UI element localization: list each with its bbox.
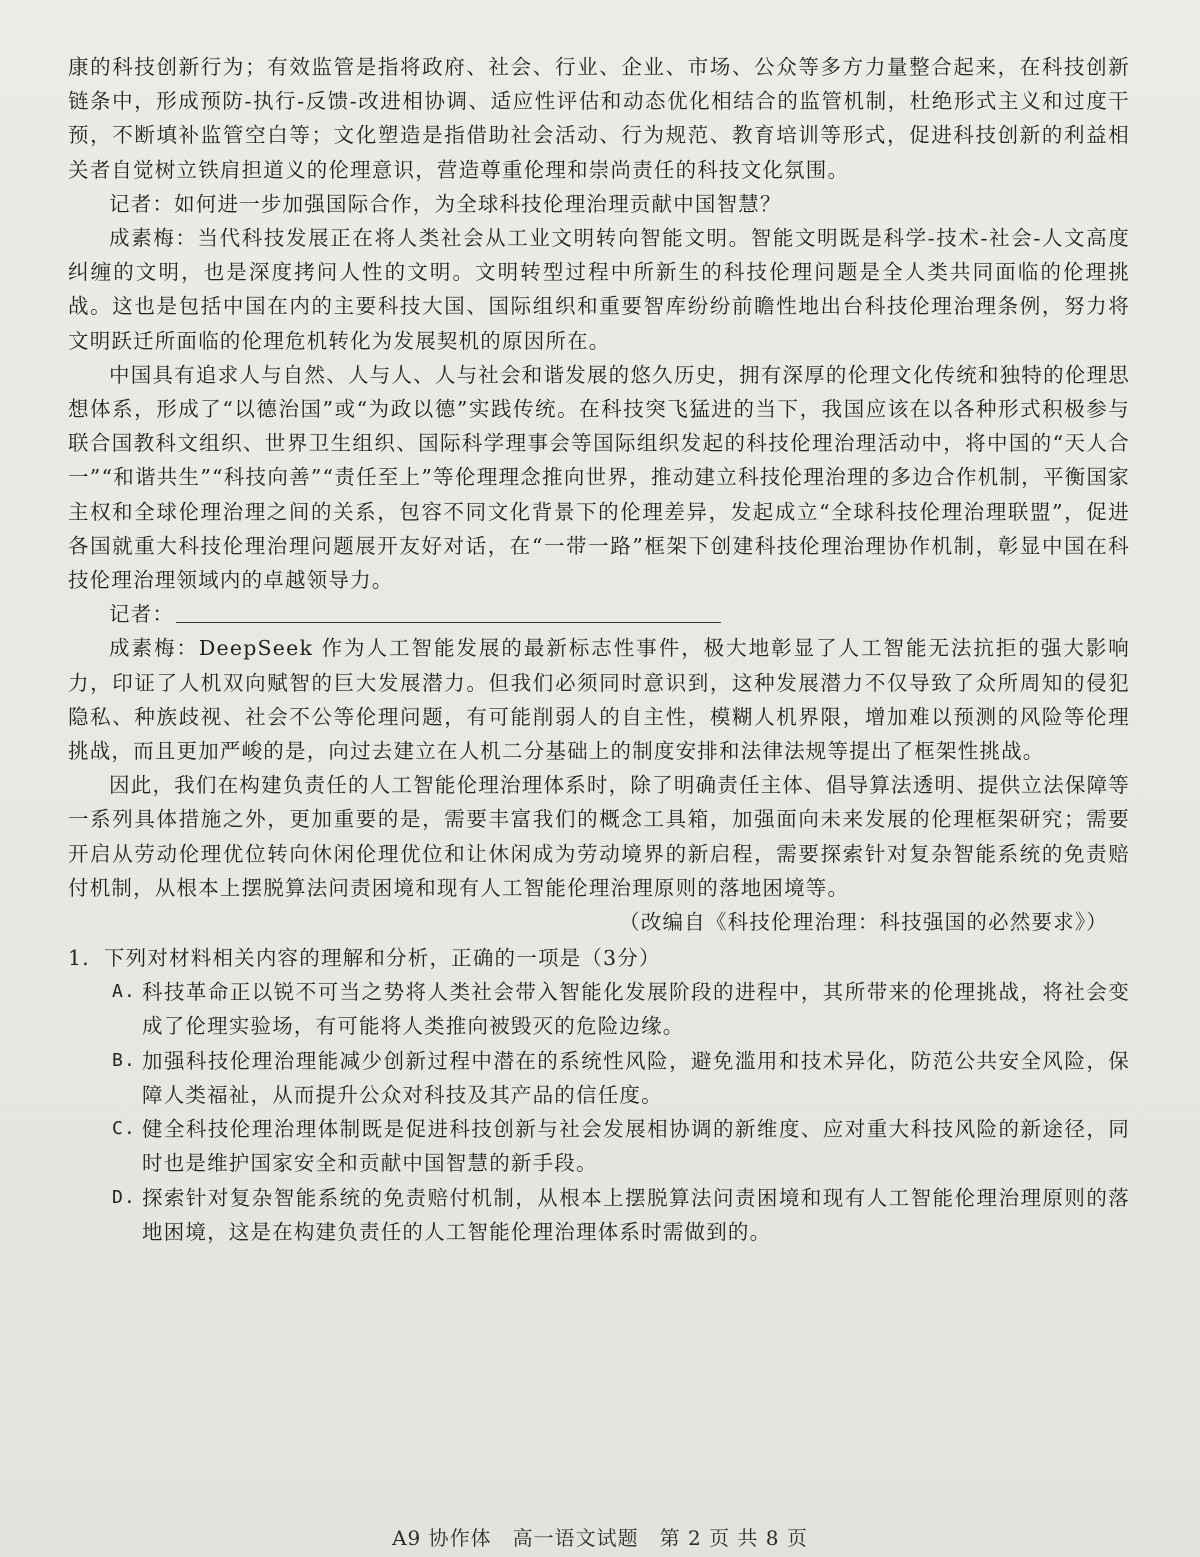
paragraph-oversight: 康的科技创新行为；有效监管是指将政府、社会、行业、企业、市场、公众等多方力量整合起来，在科技创新链条中，形成预防-执行-反馈-改进相协调、适应性评估和动态优化相结合的监管机制，杜绝形式主义和过度干预，不断填补监管空白等；文化塑造是指借助社会活动、行为规范、教育培训等形式，促进科技创新的利益相关者自觉树立铁肩担道义的伦理意识，营造尊重伦理和崇尚责任的科技文化氛围。 [68, 55, 1130, 182]
page-footer: A9 协作体 高一语文试题 第 2 页 共 8 页 [392, 1526, 808, 1550]
paragraph-deepseek: 成素梅：DeepSeek 作为人工智能发展的最新标志性事件，极大地彰显了人工智能无法抗拒的强大影响力，印证了人机双向赋智的巨大发展潜力。但我们必须同时意识到，这种发展潜力不仅导致了众所周知的侵犯隐私、种族歧视、社会不公等伦理问题，有可能削弱人的自主性，模糊人机界限，增加难以预测的风险等伦理挑战，而且更加严峻的是，向过去建立在人机二分基础上的制度安排和法律法规等提出了框架性挑战。 [68, 636, 1130, 764]
reporter-blank-question [68, 597, 1130, 631]
question-stem: 1．下列对材料相关内容的理解和分析，正确的一项是（3分） [68, 946, 661, 971]
option-b [68, 1044, 1130, 1112]
option-text: 探索针对复杂智能系统的免责赔付机制，从根本上摆脱算法问责困境和现有人工智能伦理治理原则的落地困境，这是在构建负责任的人工智能伦理治理体系时需做到的。 [142, 1185, 1130, 1244]
paragraph-responsible-ai: 因此，我们在构建负责任的人工智能伦理治理体系时，除了明确责任主体、倡导算法透明、提供立法保障等一系列具体措施之外，更加重要的是，需要丰富我们的概念工具箱，加强面向未来发展的伦理框架研究；需要开启从劳动伦理优位转向休闲伦理优位和让休闲成为劳动境界的新启程，需要探索针对复杂智能系统的免责赔付机制，从根本上摆脱算法问责困境和现有人工智能伦理治理原则的落地困境等。 [68, 773, 1130, 900]
fill-in-blank-line [176, 600, 721, 623]
paragraph-reporter-question: 记者：如何进一步加强国际合作，为全球科技伦理治理贡献中国智慧？ [109, 191, 782, 216]
paragraph-china-tradition: 中国具有追求人与自然、人与人、人与社会和谐发展的悠久历史，拥有深厚的伦理文化传统和独特的伦理思想体系，形成了“以德治国”或“为政以德”实践传统。在科技突飞猛进的当下，我国应该在以各种形式积极参与联合国教科文组织、世界卫生组织、国际科学理事会等国际组织发起的科技伦理治理活动中，将中国的“天人合一”“和谐共生”“科技向善”“责任至上”等伦理理念推向世界，推动建立科技伦理治理的多边合作机制，平衡国家主权和全球伦理治理之间的关系，包容不同文化背景下的伦理差异，发起成立“全球科技伦理治理联盟”，促进各国就重大科技伦理治理问题展开友好对话，在“一带一路”框架下创建科技伦理治理协作机制，彰显中国在科技伦理治理领域内的卓越领导力。 [68, 362, 1130, 593]
option-text: 健全科技伦理治理体制既是促进科技创新与社会发展相协调的新维度、应对重大科技风险的新途径，同时也是维护国家安全和贡献中国智慧的新手段。 [142, 1117, 1130, 1176]
reporter-label: 记者： [109, 602, 175, 627]
source-citation: （改编自《科技伦理治理：科技强国的必然要求》） [619, 910, 1108, 935]
option-text: 加强科技伦理治理能减少创新过程中潜在的系统性风险，避免滥用和技术异化，防范公共安全风险，保障人类福祉，从而提升公众对科技及其产品的信任度。 [142, 1048, 1130, 1107]
option-letter: B. [112, 1049, 137, 1071]
option-a [68, 975, 1130, 1043]
option-letter: A. [112, 981, 137, 1003]
option-text: 科技革命正以锐不可当之势将人类社会带入智能化发展阶段的进程中，其所带来的伦理挑战，将社会变成了伦理实验场，有可能将人类推向被毁灭的危险边缘。 [142, 980, 1130, 1039]
paragraph-answer-civilization: 成素梅：当代科技发展正在将人类社会从工业文明转向智能文明。智能文明既是科学-技术-社会-人文高度纠缠的文明，也是深度拷问人性的文明。文明转型过程中所新生的科技伦理问题是全人类共同面临的伦理挑战。这也是包括中国在内的主要科技大国、国际组织和重要智库纷纷前瞻性地出台科技伦理治理条例，努力将文明跃迁所面临的伦理危机转化为发展契机的原因所在。 [68, 226, 1130, 353]
question-1 [68, 941, 1130, 1249]
option-c [68, 1112, 1130, 1180]
option-letter: D. [112, 1186, 137, 1208]
option-d [68, 1181, 1130, 1249]
option-letter: C. [112, 1118, 137, 1140]
